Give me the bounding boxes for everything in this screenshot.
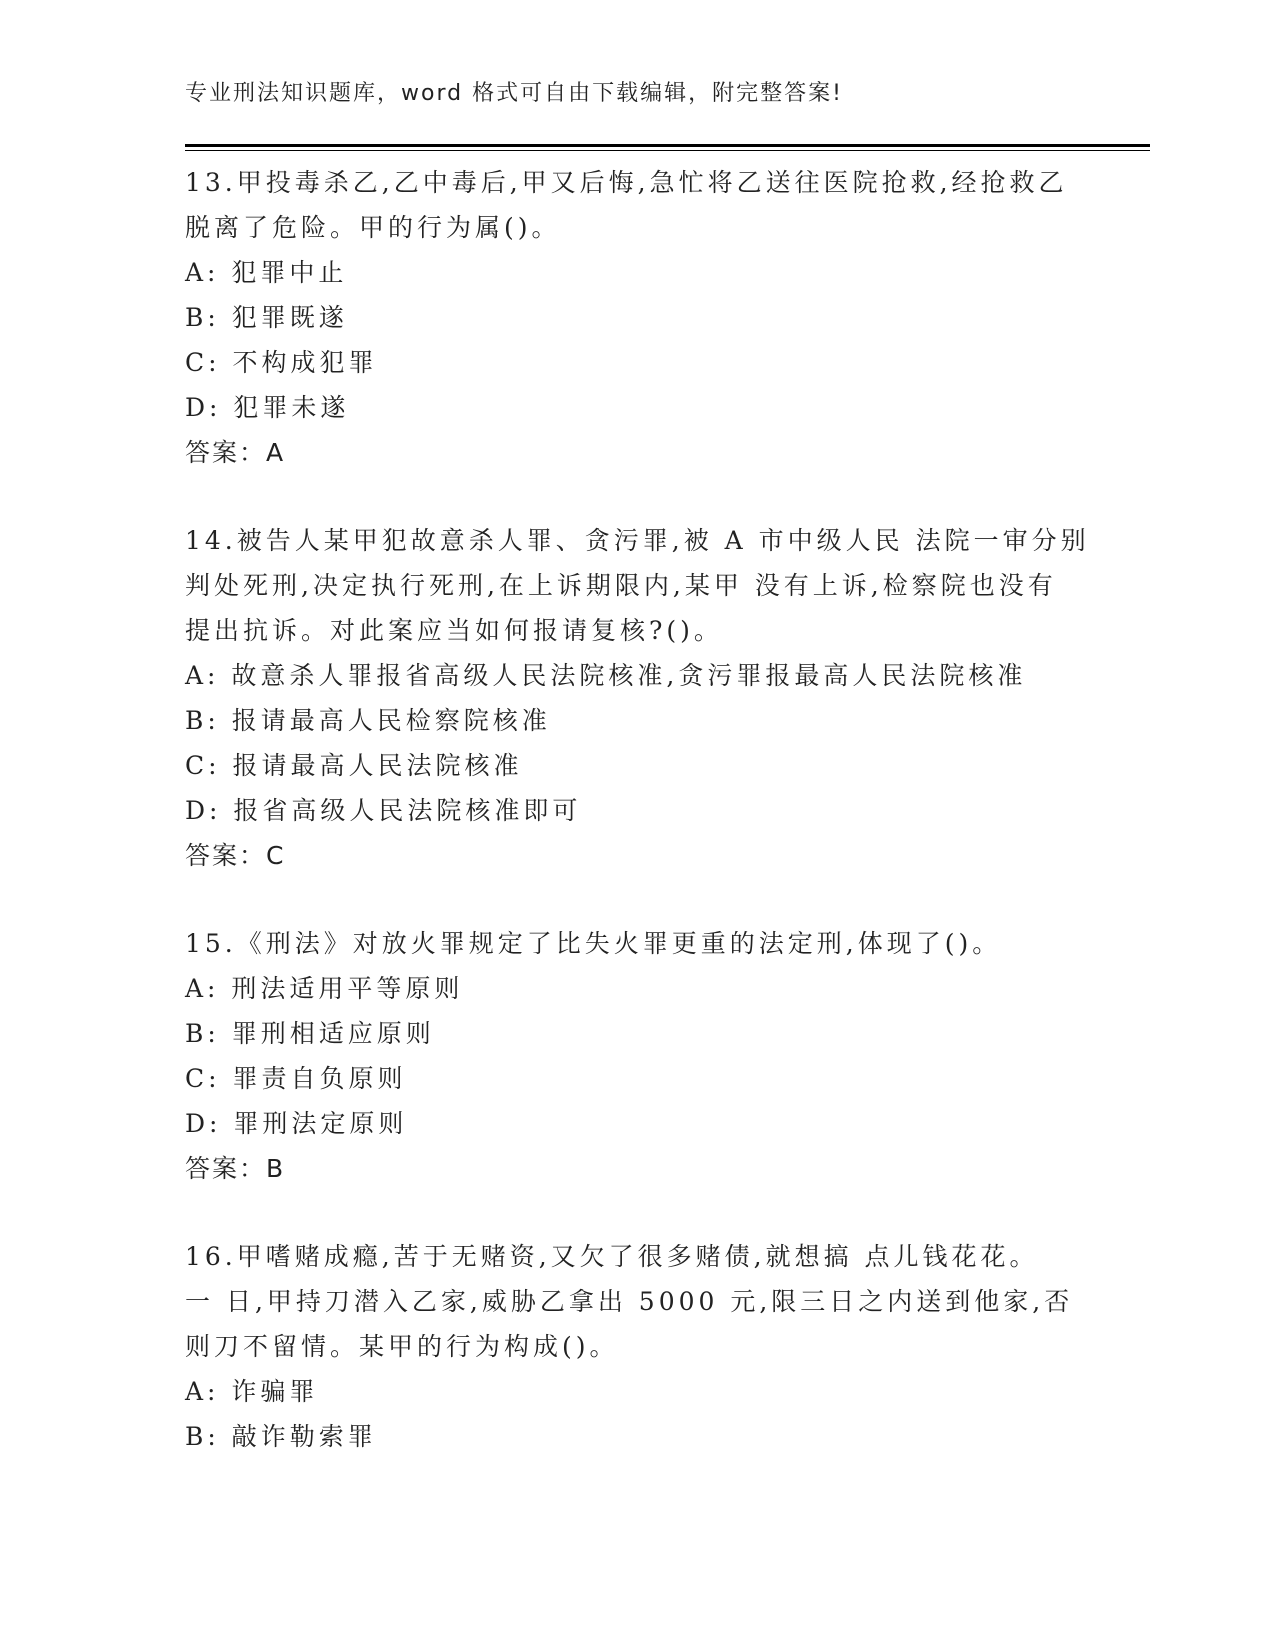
option-c: C: 不构成犯罪 bbox=[185, 348, 378, 377]
option-a: A: 刑法适用平等原则 bbox=[185, 974, 464, 1003]
question-14 bbox=[185, 518, 1090, 878]
question-stem-line: 提出抗诉。对此案应当如何报请复核?()。 bbox=[185, 616, 723, 645]
answer-line: 答案：C bbox=[185, 841, 286, 870]
question-16 bbox=[185, 1234, 1074, 1459]
page-header: 专业刑法知识题库，word 格式可自由下载编辑，附完整答案! bbox=[185, 81, 843, 106]
answer-line: 答案：B bbox=[185, 1154, 286, 1183]
header-rule-thick bbox=[185, 144, 1150, 147]
question-stem-line: 13.甲投毒杀乙,乙中毒后,甲又后悔,急忙将乙送往医院抢救,经抢救乙 bbox=[185, 168, 1068, 197]
option-b: B: 报请最高人民检察院核准 bbox=[185, 706, 551, 735]
option-d: D: 罪刑法定原则 bbox=[185, 1109, 408, 1138]
question-stem-line: 14.被告人某甲犯故意杀人罪、贪污罪,被 A 市中级人民 法院一审分别 bbox=[185, 526, 1090, 555]
option-c: C: 罪责自负原则 bbox=[185, 1064, 407, 1093]
question-stem-line: 则刀不留情。某甲的行为构成()。 bbox=[185, 1332, 619, 1361]
header-rule-thin bbox=[185, 150, 1150, 151]
question-stem-line: 16.甲嗜赌成瘾,苦于无赌资,又欠了很多赌债,就想搞 点儿钱花花。 bbox=[185, 1242, 1039, 1271]
question-13 bbox=[185, 160, 1068, 475]
question-stem-line: 脱离了危险。甲的行为属()。 bbox=[185, 213, 561, 242]
question-stem-line: 判处死刑,决定执行死刑,在上诉期限内,某甲 没有上诉,检察院也没有 bbox=[185, 571, 1057, 600]
question-list bbox=[185, 160, 1090, 1502]
option-d: D: 报省高级人民法院核准即可 bbox=[185, 796, 582, 825]
answer-line: 答案：A bbox=[185, 438, 286, 467]
option-d: D: 犯罪未遂 bbox=[185, 393, 350, 422]
question-stem-line: 15.《刑法》对放火罪规定了比失火罪更重的法定刑,体现了()。 bbox=[185, 929, 1002, 958]
question-stem-line: 一 日,甲持刀潜入乙家,威胁乙拿出 5000 元,限三日之内送到他家,否 bbox=[185, 1287, 1074, 1316]
question-15 bbox=[185, 921, 1065, 1191]
option-b: B: 敲诈勒索罪 bbox=[185, 1422, 377, 1451]
option-c: C: 报请最高人民法院核准 bbox=[185, 751, 523, 780]
option-b: B: 罪刑相适应原则 bbox=[185, 1019, 435, 1048]
option-a: A: 故意杀人罪报省高级人民法院核准,贪污罪报最高人民法院核准 bbox=[185, 661, 1027, 690]
option-a: A: 诈骗罪 bbox=[185, 1377, 319, 1406]
option-a: A: 犯罪中止 bbox=[185, 258, 348, 287]
option-b: B: 犯罪既遂 bbox=[185, 303, 348, 332]
